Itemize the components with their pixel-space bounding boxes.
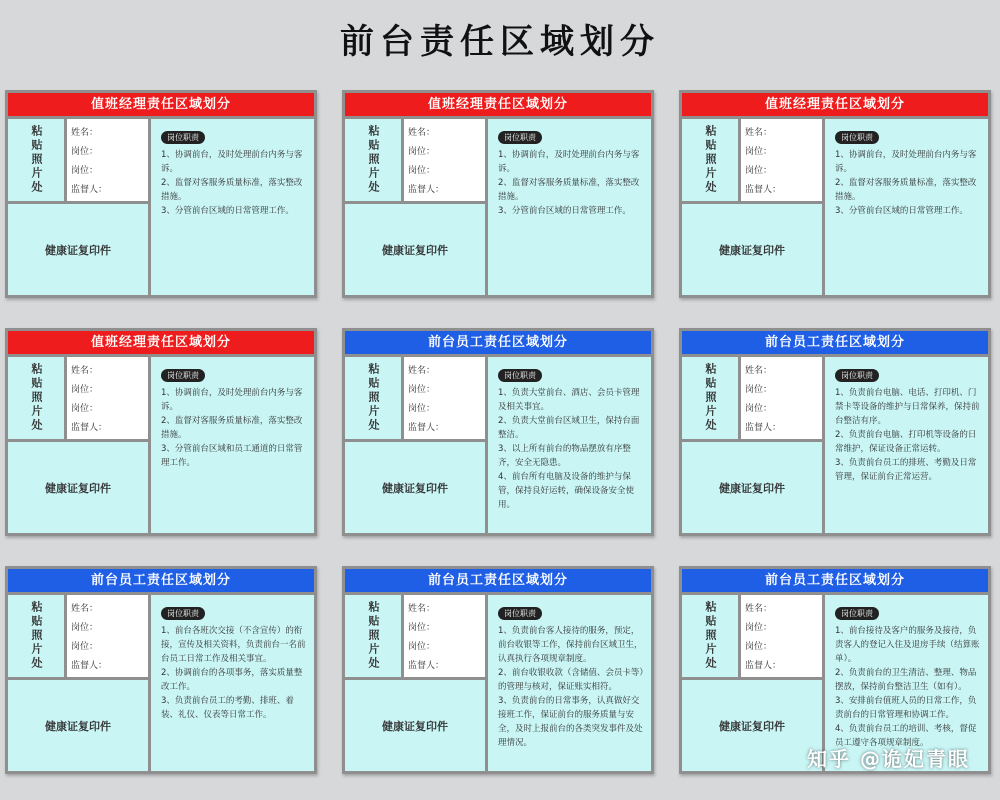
- fields-list: [404, 595, 485, 677]
- card-left-column: [682, 595, 822, 771]
- responsibility-card: [342, 566, 654, 774]
- field-label: 岗位：: [408, 642, 436, 652]
- photo-label: 粘贴照片处: [367, 363, 380, 433]
- duty-item: 1、协调前台，及时处理前台内务与客诉。: [161, 388, 303, 412]
- duty-item: 3、以上所有前台的物品摆放有序整齐，安全无隐患。: [498, 444, 631, 468]
- fields-list: [404, 119, 485, 201]
- card-header: 前台员工责任区域划分: [345, 569, 651, 592]
- duty-item: 2、前台收银收款（含储值、会员卡等）的管理与核对，保证账实相符。: [498, 668, 644, 692]
- fields-list: [67, 119, 148, 201]
- health-certificate-label: 健康证复印件: [382, 243, 448, 257]
- photo-label: 粘贴照片处: [30, 125, 43, 195]
- duties-panel: [151, 357, 314, 533]
- field-label: 岗位：: [71, 166, 99, 176]
- duty-item: 2、负责前台的卫生清洁、整理、物品摆放，保持前台整洁卫生（如有）。: [835, 668, 977, 692]
- duties-panel: [488, 357, 651, 533]
- photo-placeholder: [682, 357, 738, 439]
- fields-list: [741, 119, 822, 201]
- watermark: 知乎 @诡妃青眼: [807, 747, 970, 771]
- photo-placeholder: [345, 595, 401, 677]
- field-label: 监督人：: [745, 423, 782, 433]
- field-label: 姓名：: [71, 604, 99, 614]
- field-label: 姓名：: [71, 366, 99, 376]
- info-block: [345, 119, 485, 201]
- field-label: 岗位：: [71, 623, 99, 633]
- page-title: 前台责任区域划分: [340, 22, 660, 62]
- photo-label: 粘贴照片处: [367, 125, 380, 195]
- photo-label: 粘贴照片处: [704, 601, 717, 671]
- fields-list: [741, 595, 822, 677]
- info-block: [682, 119, 822, 201]
- duty-item: 1、负责前台电脑、电话、打印机、门禁卡等设备的维护与日常保养，保持前台整洁有序。: [835, 388, 980, 426]
- card-header: 前台员工责任区域划分: [345, 331, 651, 354]
- duty-item: 3、安排前台值班人员的日常工作，负责前台的日常管理和协调工作。: [835, 696, 977, 720]
- duty-item: 1、协调前台，及时处理前台内务与客诉。: [498, 150, 640, 174]
- field-label: 姓名：: [408, 604, 436, 614]
- card-grid: [5, 90, 995, 780]
- card-left-column: [8, 357, 148, 533]
- duty-badge: 岗位职责: [498, 131, 542, 144]
- responsibility-card: [5, 566, 317, 774]
- card-body: [8, 595, 314, 771]
- health-certificate-area: [8, 204, 148, 295]
- health-certificate-label: 健康证复印件: [45, 719, 111, 733]
- card-header: 值班经理责任区域划分: [682, 93, 988, 116]
- field-label: 姓名：: [408, 128, 436, 138]
- duty-item: 3、负责前台员工的考勤、排班、着装、礼仪、仪表等日常工作。: [161, 696, 294, 720]
- duty-item: 2、监督对客服务质量标准，落实整改措施。: [498, 178, 640, 202]
- card-left-column: [8, 595, 148, 771]
- responsibility-card: [679, 90, 991, 298]
- health-certificate-area: [682, 442, 822, 533]
- photo-placeholder: [8, 119, 64, 201]
- duties-panel: [151, 119, 314, 295]
- photo-placeholder: [8, 357, 64, 439]
- field-label: 监督人：: [71, 661, 108, 671]
- field-label: 岗位：: [745, 642, 773, 652]
- field-label: 监督人：: [745, 185, 782, 195]
- duty-item: 1、负责大堂前台、酒店、会员卡管理及相关事宜。: [498, 388, 640, 412]
- responsibility-card: [679, 328, 991, 536]
- duty-item: 3、负责前台员工的排班、考勤及日常管理，保证前台正常运营。: [835, 458, 977, 482]
- fields-list: [67, 357, 148, 439]
- photo-placeholder: [345, 119, 401, 201]
- card-header: 值班经理责任区域划分: [8, 331, 314, 354]
- duty-item: 4、负责前台员工的培训、考核，督促员工遵守各项规章制度。: [835, 724, 977, 748]
- field-label: 岗位：: [408, 385, 436, 395]
- card-body: [345, 595, 651, 771]
- duty-badge: 岗位职责: [161, 607, 205, 620]
- card-left-column: [345, 119, 485, 295]
- field-label: 岗位：: [408, 623, 436, 633]
- health-certificate-label: 健康证复印件: [382, 719, 448, 733]
- health-certificate-area: [345, 680, 485, 771]
- health-certificate-area: [345, 442, 485, 533]
- duty-item: 3、分管前台区域和员工通道的日常管理工作。: [161, 444, 303, 468]
- responsibility-card: [342, 90, 654, 298]
- field-label: 监督人：: [408, 185, 445, 195]
- photo-label: 粘贴照片处: [704, 363, 717, 433]
- info-block: [345, 595, 485, 677]
- fields-list: [741, 357, 822, 439]
- fields-list: [67, 595, 148, 677]
- card-left-column: [682, 357, 822, 533]
- duty-item: 2、监督对客服务质量标准，落实整改措施。: [161, 416, 303, 440]
- card-header: 值班经理责任区域划分: [345, 93, 651, 116]
- field-label: 岗位：: [745, 166, 773, 176]
- photo-label: 粘贴照片处: [30, 363, 43, 433]
- duty-badge: 岗位职责: [498, 369, 542, 382]
- field-label: 姓名：: [408, 366, 436, 376]
- card-left-column: [345, 595, 485, 771]
- duty-item: 2、负责前台电脑、打印机等设备的日常维护，保证设备正常运转。: [835, 430, 977, 454]
- photo-placeholder: [345, 357, 401, 439]
- card-left-column: [345, 357, 485, 533]
- health-certificate-label: 健康证复印件: [382, 481, 448, 495]
- health-certificate-area: [345, 204, 485, 295]
- field-label: 姓名：: [745, 128, 773, 138]
- duties-panel: [488, 119, 651, 295]
- info-block: [682, 357, 822, 439]
- duties-panel: [825, 357, 988, 533]
- duty-badge: 岗位职责: [161, 131, 205, 144]
- field-label: 岗位：: [745, 404, 773, 414]
- card-header: 前台员工责任区域划分: [8, 569, 314, 592]
- duty-item: 3、分管前台区域的日常管理工作。: [498, 206, 631, 216]
- field-label: 监督人：: [71, 185, 108, 195]
- duty-item: 2、负责大堂前台区域卫生，保持台面整洁。: [498, 416, 640, 440]
- photo-placeholder: [682, 595, 738, 677]
- duty-item: 1、协调前台，及时处理前台内务与客诉。: [161, 150, 303, 174]
- health-certificate-area: [8, 442, 148, 533]
- info-block: [682, 595, 822, 677]
- field-label: 岗位：: [71, 642, 99, 652]
- duty-item: 1、协调前台，及时处理前台内务与客诉。: [835, 150, 977, 174]
- health-certificate-label: 健康证复印件: [719, 243, 785, 257]
- duties-panel: [825, 119, 988, 295]
- responsibility-card: [342, 328, 654, 536]
- field-label: 监督人：: [745, 661, 782, 671]
- card-header: 值班经理责任区域划分: [8, 93, 314, 116]
- info-block: [345, 357, 485, 439]
- card-left-column: [682, 119, 822, 295]
- card-header: 前台员工责任区域划分: [682, 569, 988, 592]
- field-label: 姓名：: [745, 604, 773, 614]
- health-certificate-label: 健康证复印件: [45, 243, 111, 257]
- duty-badge: 岗位职责: [498, 607, 542, 620]
- duty-item: 2、监督对客服务质量标准，落实整改措施。: [161, 178, 303, 202]
- field-label: 岗位：: [745, 623, 773, 633]
- field-label: 岗位：: [71, 147, 99, 157]
- field-label: 姓名：: [71, 128, 99, 138]
- duty-badge: 岗位职责: [835, 131, 879, 144]
- field-label: 岗位：: [408, 147, 436, 157]
- card-header: 前台员工责任区域划分: [682, 331, 988, 354]
- card-body: [682, 357, 988, 533]
- field-label: 岗位：: [745, 147, 773, 157]
- health-certificate-area: [682, 204, 822, 295]
- info-block: [8, 119, 148, 201]
- duties-panel: [488, 595, 651, 771]
- duty-badge: 岗位职责: [835, 369, 879, 382]
- health-certificate-label: 健康证复印件: [45, 481, 111, 495]
- field-label: 岗位：: [71, 404, 99, 414]
- photo-placeholder: [682, 119, 738, 201]
- duties-panel: [151, 595, 314, 771]
- responsibility-card: [5, 328, 317, 536]
- card-body: [345, 119, 651, 295]
- photo-label: 粘贴照片处: [30, 601, 43, 671]
- info-block: [8, 595, 148, 677]
- photo-label: 粘贴照片处: [704, 125, 717, 195]
- card-body: [345, 357, 651, 533]
- photo-label: 粘贴照片处: [367, 601, 380, 671]
- responsibility-card: [5, 90, 317, 298]
- field-label: 岗位：: [408, 404, 436, 414]
- field-label: 岗位：: [745, 385, 773, 395]
- duty-badge: 岗位职责: [161, 369, 205, 382]
- duty-item: 4、前台所有电脑及设备的维护与保管，保持良好运转，确保设备安全使用。: [498, 472, 635, 510]
- duty-item: 2、协调前台的各项事务，落实质量整改工作。: [161, 668, 303, 692]
- duty-item: 2、监督对客服务质量标准，落实整改措施。: [835, 178, 977, 202]
- card-body: [8, 119, 314, 295]
- card-body: [682, 119, 988, 295]
- info-block: [8, 357, 148, 439]
- duty-item: 3、分管前台区域的日常管理工作。: [161, 206, 294, 216]
- card-body: [8, 357, 314, 533]
- card-left-column: [8, 119, 148, 295]
- duty-item: 1、前台各班次交接（不含宣传）的衔接，宣传及相关资料，负责前台一名前台员工日常工作及相关事宜。: [161, 626, 306, 664]
- field-label: 岗位：: [71, 385, 99, 395]
- field-label: 监督人：: [71, 423, 108, 433]
- field-label: 监督人：: [408, 423, 445, 433]
- field-label: 监督人：: [408, 661, 445, 671]
- health-certificate-area: [8, 680, 148, 771]
- duty-item: 3、负责前台的日常事务，认真做好交接班工作，保证前台的服务质量与安全，及时上报前台的各类突发事件及处理情况。: [498, 696, 643, 748]
- duty-item: 1、前台接待及客户的服务及接待，负责客人的登记入住及退房手续（结算账单）。: [835, 626, 980, 664]
- fields-list: [404, 357, 485, 439]
- health-certificate-label: 健康证复印件: [719, 481, 785, 495]
- duty-item: 3、分管前台区域的日常管理工作。: [835, 206, 968, 216]
- health-certificate-area: [682, 680, 822, 771]
- duty-badge: 岗位职责: [835, 607, 879, 620]
- photo-placeholder: [8, 595, 64, 677]
- field-label: 姓名：: [745, 366, 773, 376]
- health-certificate-label: 健康证复印件: [719, 719, 785, 733]
- field-label: 岗位：: [408, 166, 436, 176]
- duty-item: 1、负责前台客人接待的服务，预定，前台收银等工作，保持前台区域卫生，认真执行各项规章制度。: [498, 626, 643, 664]
